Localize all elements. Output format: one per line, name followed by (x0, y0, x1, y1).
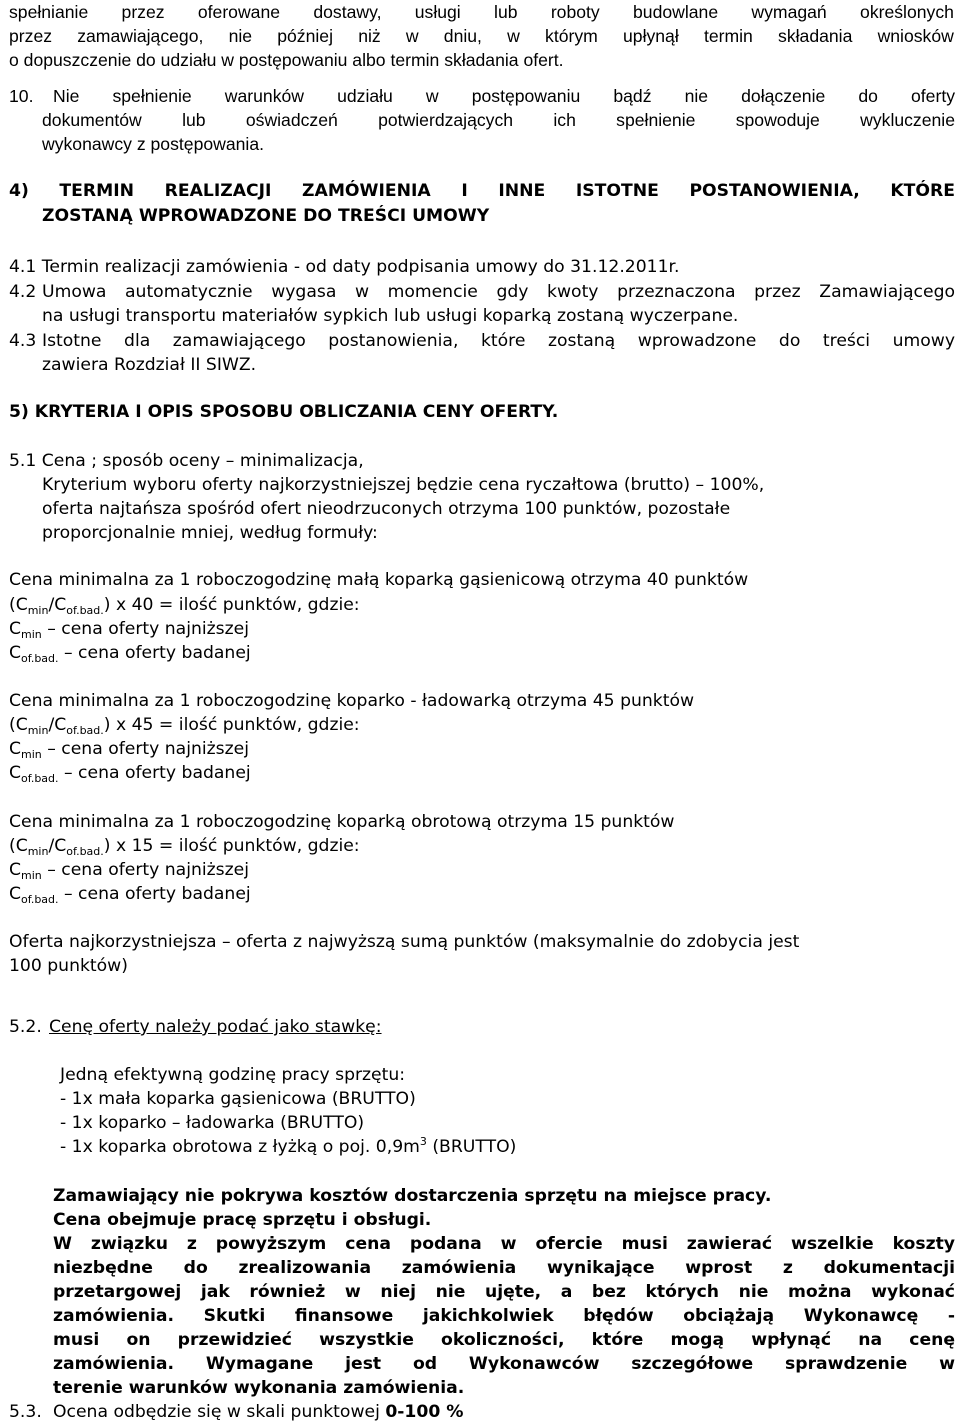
formula-1-cmin-definition: $C_{min}$ – cena oferty najniższej (9, 619, 249, 641)
section-4-heading: 4) TERMIN REALIZACJI ZAMÓWIENIA I INNE ISTOTNE POSTANOWIENIA, KTÓRE (9, 181, 955, 201)
bold-note-line-3: W związku z powyższym cena podana w ofercie musi zawierać wszelkie koszty (53, 1234, 955, 1254)
bold-note-line-9: terenie warunków wykonania zamówienia. (53, 1378, 465, 1398)
point-10-line-2: dokumentów lub oświadczeń potwierdzających ich spełnienie spowoduje wykluczenie (42, 110, 955, 130)
point-5-2-title: Cenę oferty należy podać jako stawkę: (49, 1017, 382, 1037)
point-4-3-line-1: Istotne dla zamawiającego postanowienia, które zostaną wprowadzone do treści umowy (42, 331, 955, 351)
section-4-heading-cont: ZOSTANĄ WPROWADZONE DO TREŚCI UMOWY (42, 206, 490, 226)
point-10-number: 10. (9, 86, 34, 106)
point-4-2-number: 4.2 (9, 282, 37, 302)
bold-note-line-5: przetargowej jak również w niej nie ujęte, a bez których nie można wykonać (53, 1282, 955, 1302)
formula-3-expression: $(C_{min}/C_{of.bad.})$ x 15 = ilość punktów, gdzie: (9, 836, 360, 858)
formula-2-expression: $(C_{min}/C_{of.bad.})$ x 45 = ilość punktów, gdzie: (9, 715, 360, 737)
bold-note-line-1: Zamawiający nie pokrywa kosztów dostarczenia sprzętu na miejsce pracy. (53, 1186, 772, 1206)
point-10-line-3: wykonawcy z postępowania. (42, 134, 264, 154)
formula-1-cof-definition: $C_{of.bad.}$ – cena oferty badanej (9, 643, 251, 665)
intro-line-1: spełnianie przez oferowane dostawy, usługi lub roboty budowlane wymagań określonych (9, 2, 954, 22)
formula-2-cof-definition: $C_{of.bad.}$ – cena oferty badanej (9, 763, 251, 785)
equipment-item-3: - 1x koparka obrotowa z łyżką o poj. $0,9m^3$ (BRUTTO) (60, 1135, 517, 1157)
best-offer-line-2: 100 punktów) (9, 956, 128, 976)
bold-note-line-6: zamówienia. Skutki finansowe jakichkolwiek błędów obciążają Wykonawcę - (53, 1306, 955, 1326)
point-5-3-text: Ocena odbędzie się w skali punktowej 0-100 % (53, 1402, 464, 1422)
formula-3-intro: Cena minimalna za 1 roboczogodzinę koparką obrotową otrzyma 15 punktów (9, 812, 675, 832)
point-4-2-line-1: Umowa automatycznie wygasa w momencie gdy kwoty przeznaczona przez Zamawiającego (42, 282, 955, 302)
formula-2-intro: Cena minimalna za 1 roboczogodzinę koparko - ładowarką otrzyma 45 punktów (9, 691, 695, 711)
point-5-2-number: 5.2. (9, 1017, 42, 1037)
bold-note-line-7: musi on przewidzieć wszystkie okoliczności, które mogą wpłynąć na cenę (53, 1330, 955, 1350)
formula-1-intro: Cena minimalna za 1 roboczogodzinę małą koparką gąsienicową otrzyma 40 punktów (9, 570, 749, 590)
formula-3-cmin-definition: $C_{min}$ – cena oferty najniższej (9, 860, 249, 882)
point-5-1-line-2: Kryterium wyboru oferty najkorzystniejszej będzie cena ryczałtowa (brutto) – 100%, (42, 475, 765, 495)
point-4-3-number: 4.3 (9, 331, 37, 351)
point-4-3-line-2: zawiera Rozdział II SIWZ. (42, 355, 257, 375)
point-5-3-number: 5.3. (9, 1402, 42, 1422)
point-10-line-1: Nie spełnienie warunków udziału w postępowaniu bądź nie dołączenie do oferty (53, 86, 955, 106)
equipment-item-2: - 1x koparko – ładowarka (BRUTTO) (60, 1113, 365, 1133)
intro-line-2: przez zamawiającego, nie później niż w dniu, w którym upłynął termin składania wniosków (9, 26, 954, 46)
intro-line-3: o dopuszczenie do udziału w postępowaniu albo termin składania ofert. (9, 50, 564, 70)
bold-note-line-4: niezbędne do zrealizowania zamówienia wynikające wprost z dokumentacji (53, 1258, 955, 1278)
formula-1-expression: $(C_{min}/C_{of.bad.})$ x 40 = ilość punktów, gdzie: (9, 595, 360, 617)
bold-note-line-8: zamówienia. Wymagane jest od Wykonawców szczegółowe sprawdzenie w (53, 1354, 955, 1374)
formula-3-cof-definition: $C_{of.bad.}$ – cena oferty badanej (9, 884, 251, 906)
point-4-2-line-2: na usługi transportu materiałów sypkich lub usługi koparką zostaną wyczerpane. (42, 306, 739, 326)
rate-unit-label: Jedną efektywną godzinę pracy sprzętu: (60, 1065, 406, 1085)
point-4-1: 4.1 Termin realizacji zamówienia - od daty podpisania umowy do 31.12.2011r. (9, 257, 680, 277)
point-5-1-line-4: proporcjonalnie mniej, według formuły: (42, 523, 378, 543)
section-5-heading: 5) KRYTERIA I OPIS SPOSOBU OBLICZANIA CENY OFERTY. (9, 402, 559, 422)
point-5-1-line-3: oferta najtańsza spośród ofert nieodrzuconych otrzyma 100 punktów, pozostałe (42, 499, 731, 519)
formula-2-cmin-definition: $C_{min}$ – cena oferty najniższej (9, 739, 249, 761)
best-offer-line-1: Oferta najkorzystniejsza – oferta z najwyższą sumą punktów (maksymalnie do zdobycia jest (9, 932, 800, 952)
equipment-item-1: - 1x mała koparka gąsienicowa (BRUTTO) (60, 1089, 416, 1109)
bold-note-line-2: Cena obejmuje pracę sprzętu i obsługi. (53, 1210, 432, 1230)
point-5-1-line-1: 5.1 Cena ; sposób oceny – minimalizacja, (9, 451, 364, 471)
